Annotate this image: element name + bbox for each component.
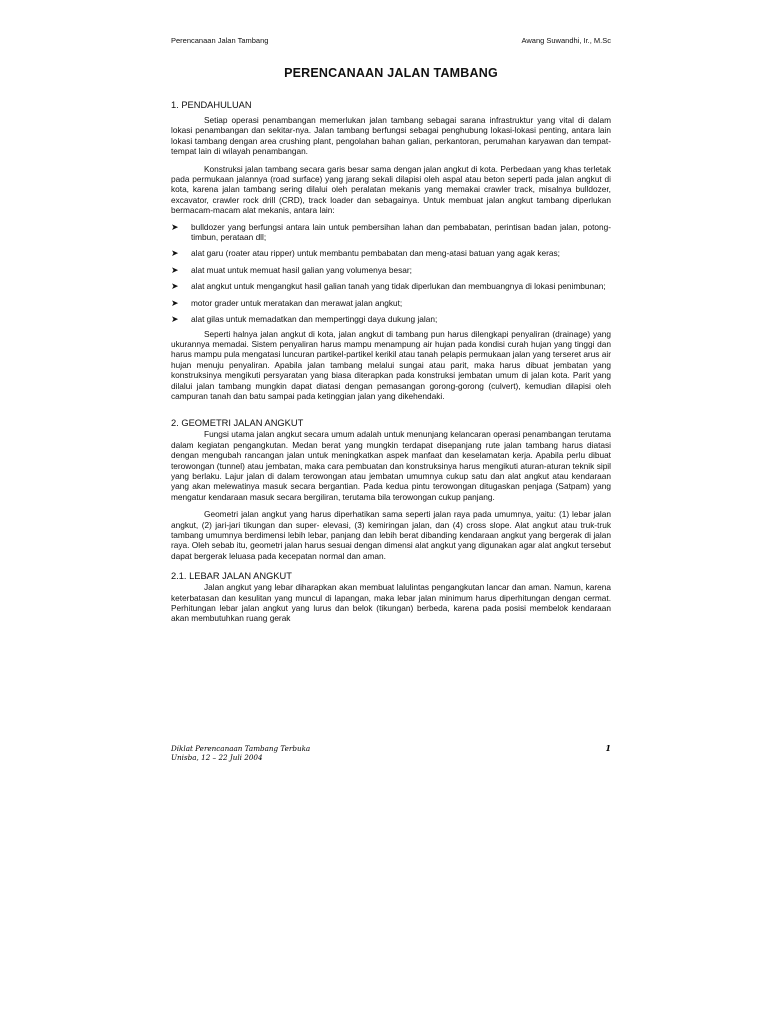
paragraph: Konstruksi jalan tambang secara garis besar sama dengan jalan angkut di kota. Perbedaan yang khas terletak pada permukaan jalannya (road surface) yang jarang sekali dilapisi oleh aspal atau beton seperti pada jalan angkut di kota, karena jalan tambang sering dilalui oleh peralatan mekanis yang memakai crawler track, misalnya bulldozer, excavator, crawler rock drill (CRD), track loader dan sebagainya. Untuk membuat jalan angkut tambang diperlukan bermacam-macam alat mekanis, antara lain: <box>171 163 611 216</box>
page-footer <box>171 744 611 762</box>
list-item <box>171 281 611 291</box>
arrow-bullet-icon: ➤ <box>171 264 179 275</box>
section-heading-1: 1. PENDAHULUAN <box>171 100 252 110</box>
list-item-text: motor grader untuk meratakan dan merawat jalan angkut; <box>191 297 403 308</box>
arrow-bullet-icon: ➤ <box>171 221 179 232</box>
header-right: Awang Suwandhi, Ir., M.Sc <box>521 36 611 45</box>
header-left: Perencanaan Jalan Tambang <box>171 36 269 45</box>
list-item-text: alat muat untuk memuat hasil galian yang volumenya besar; <box>191 264 412 275</box>
equipment-list <box>171 222 611 325</box>
list-item <box>171 222 611 243</box>
section-heading-2: 2. GEOMETRI JALAN ANGKUT <box>171 418 304 429</box>
paragraph: Setiap operasi penambangan memerlukan jalan tambang sebagai sarana infrastruktur yang vital di dalam lokasi penambangan dan sekitar-nya. Jalan tambang berfungsi sebagai penghubung lokasi-lokasi penting, antara lain lokasi tambang dengan area crushing plant, pengolahan bahan galian, perkantoran, perumahan karyawan dan tempat-tempat lain di wilayah penambangan. <box>171 115 611 157</box>
list-item <box>171 248 611 258</box>
list-item-text: alat garu (roater atau ripper) untuk membantu pembabatan dan meng-atasi batuan yang agak keras; <box>191 248 560 259</box>
paragraph: Geometri jalan angkut yang harus diperhatikan sama seperti jalan raya pada umumnya, yaitu: (1) lebar jalan angkut, (2) jari-jari tikungan dan super- elevasi, (3) kemiringan jalan, dan (4) cross slope. Alat angkut atau truk-truk tambang umumnya berdimensi lebih lebar, panjang dan lebih berat dibanding kendaraan angkut yang bergerak di jalan raya. Oleh sebab itu, geometri jalan harus sesuai dengan dimensi alat angkut yang digunakan agar alat angkut tersebut dapat bergerak leluasa pada kecepatan normal dan aman. <box>171 509 611 561</box>
footer-course: Diklat Perencanaan Tambang Terbuka <box>171 744 311 753</box>
list-item-text: alat gilas untuk memadatkan dan mempertinggi daya dukung jalan; <box>191 314 438 325</box>
paragraph: Jalan angkut yang lebar diharapkan akan membuat lalulintas pengangkutan lancar dan aman. Namun, karena keterbatasan dan kesulitan yang muncul di lapangan, maka lebar jalan minimum harus diperhitungan dengan cermat. Perhitungan lebar jalan angkut yang lurus dan belok (tikungan) berbeda, karena pada posisi membelok kendaraan akan membutuhkan ruang gerak <box>171 582 611 624</box>
arrow-bullet-icon: ➤ <box>171 248 179 259</box>
arrow-bullet-icon: ➤ <box>171 297 179 308</box>
paragraph: Fungsi utama jalan angkut secara umum adalah untuk menunjang kelancaran operasi penambangan terutama dalam kegiatan pengangkutan. Medan berat yang mungkin terdapat disepanjang rute jalan tambang harus diatasi dengan mengubah rancangan jalan untuk meningkatkan aspek manfaat dan keselamatan kerja. Apabila perlu dibuat terowongan (tunnel) atau jembatan, maka cara pembuatan dan konstruksinya harus mengikuti aturan-aturan teknik sipil yang berlaku. Lajur jalan di dalam terowongan atau jembatan umumnya cukup satu dan alat angkut atau kendaraan yang akan melewatinya masuk secara bergantian. Pada kedua pintu terowongan ditugaskan penjaga (Satpam) yang mengatur kendaraan masuk secara bergiliran, terutama bila terowongan cukup panjang. <box>171 429 611 502</box>
document-body <box>171 36 611 624</box>
footer-info <box>171 744 310 762</box>
paragraph: Seperti halnya jalan angkut di kota, jalan angkut di tambang pun harus dilengkapi penyaliran (drainage) yang ukurannya memadai. Sistem penyaliran harus mampu menampung air hujan pada kondisi curah hujan yang tinggi dan harus mampu pula mengatasi luncuran partikel-partikel kerikil atau tanah pelapis permukaan jalan yang terseret arus air hujan menuju penyaliran. Apabila jalan tambang melalui sungai atau parit, maka harus dibuat jembatan yang konstruksinya mengikuti persyaratan yang biasa diterapkan pada konstruksi jembatan umum di jalan kota. Parit yang dilalui jalan tambang mungkin dapat diatasi dengan pemasangan gorong-gorong (culvert), kemudian dilapisi oleh campuran tanah dan batu sampai pada ketinggian jalan yang dikehendaki. <box>171 328 611 401</box>
list-item <box>171 265 611 275</box>
running-header <box>171 36 611 45</box>
subsection-heading-2-1: 2.1. LEBAR JALAN ANGKUT <box>171 571 292 582</box>
list-item <box>171 314 611 324</box>
list-item-text: alat angkut untuk mengangkut hasil galian tanah yang tidak diperlukan dan membuangnya di lokasi penimbunan; <box>191 281 606 292</box>
list-item <box>171 298 611 308</box>
footer-venue-date: Unisba, 12 – 22 Juli 2004 <box>171 753 263 762</box>
arrow-bullet-icon: ➤ <box>171 314 179 325</box>
page-number: 1 <box>605 743 611 753</box>
document-title: PERENCANAAN JALAN TAMBANG <box>284 66 498 80</box>
arrow-bullet-icon: ➤ <box>171 281 179 292</box>
list-item-text: bulldozer yang berfungsi antara lain untuk pembersihan lahan dan pembabatan, perintisan badan jalan, potong-timbun, perataan dll; <box>191 221 611 243</box>
